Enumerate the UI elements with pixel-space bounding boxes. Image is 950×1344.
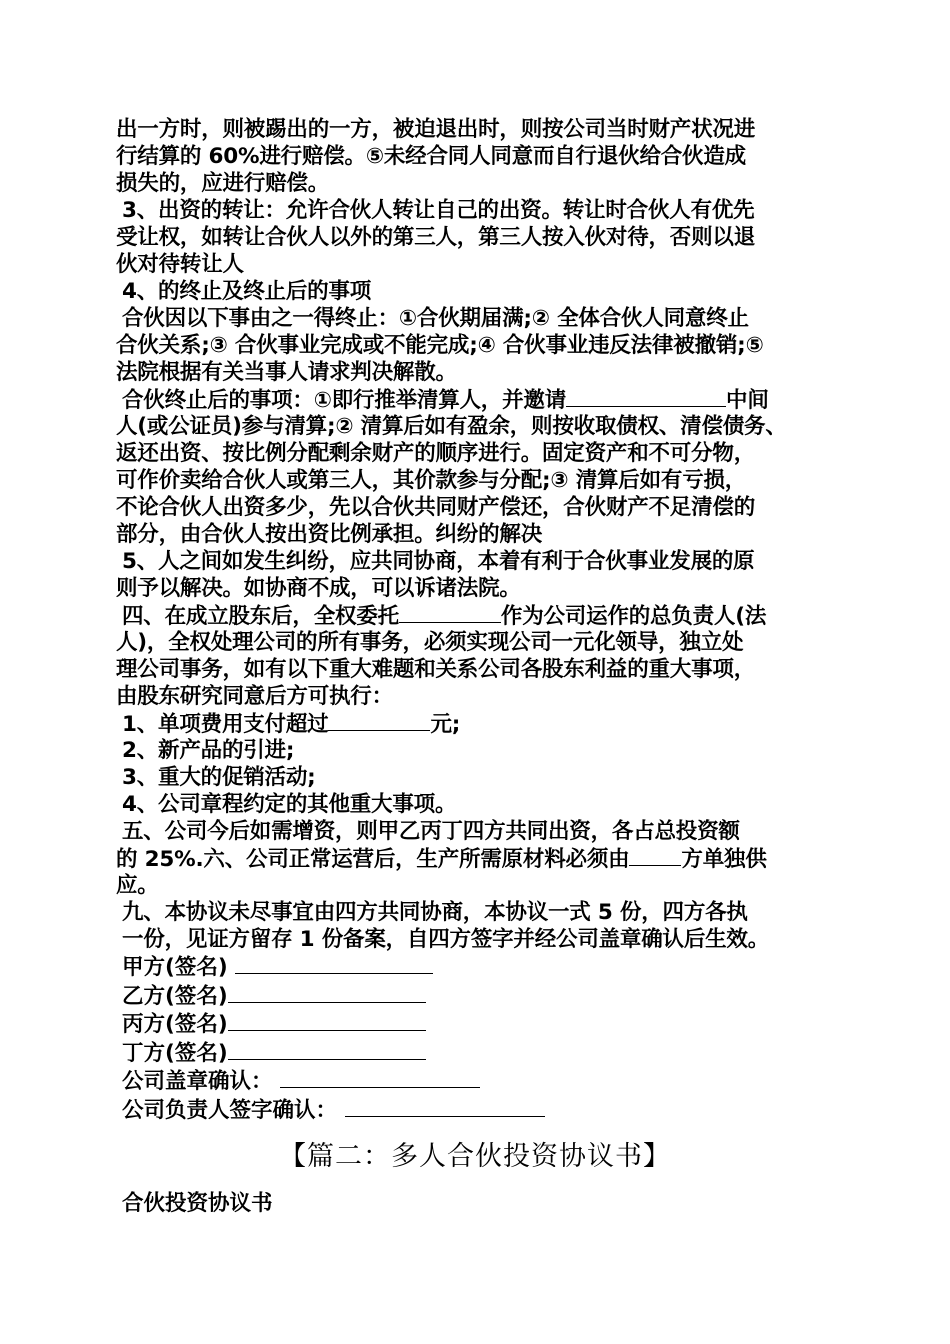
- text-line: 5、人之间如发生纠纷，应共同协商，本着有利于合伙事业发展的原: [122, 549, 755, 574]
- text-line: [116, 845, 846, 872]
- text-line: [116, 710, 846, 737]
- text-line: 由股东研究同意后方可执行：: [116, 684, 393, 709]
- text-line: 返还出资、按比例分配剩余财产的顺序进行。固定资产和不可分物，: [116, 441, 756, 466]
- signature-label: 公司盖章确认：: [122, 1069, 273, 1094]
- signature-label: 乙方(签名): [122, 983, 228, 1009]
- text-line: 应。: [116, 873, 159, 898]
- text-line: 法院根据有关当事人请求判决解散。: [116, 360, 457, 385]
- text-line: 受让权，如转让合伙人以外的第三人，第三人按入伙对待，否则以退: [116, 225, 756, 250]
- text-line: 行结算的 60%进行赔偿。⑤未经合同人同意而自行退伙给合伙造成: [116, 144, 746, 169]
- blank-field: [328, 710, 430, 731]
- sub-title: 合伙投资协议书: [122, 1191, 273, 1216]
- text-segment: 作为公司运作的总负责人(法: [500, 604, 767, 629]
- signature-blank: [228, 1039, 426, 1060]
- text-line: 4、公司章程约定的其他重大事项。: [122, 792, 457, 817]
- blank-field: [629, 845, 681, 866]
- text-segment: 1、单项费用支付超过: [122, 712, 329, 737]
- text-segment: 方单独供: [681, 847, 767, 872]
- signature-blank: [345, 1096, 545, 1117]
- text-line: 则予以解决。如协商不成，可以诉诸法院。: [116, 576, 521, 601]
- text-line: [116, 386, 846, 413]
- text-line: 4、的终止及终止后的事项: [122, 279, 372, 304]
- text-line: 部分，由合伙人按出资比例承担。纠纷的解决: [116, 522, 543, 547]
- section-title: 【篇二：多人合伙投资协议书】: [279, 1141, 671, 1172]
- text-line: 五、公司今后如需增资，则甲乙丙丁四方共同出资，各占总投资额: [122, 819, 740, 844]
- signature-blank: [228, 1010, 426, 1031]
- signature-party-d: [116, 1039, 846, 1068]
- text-line: 理公司事务，如有以下重大难题和关系公司各股东利益的重大事项，: [116, 657, 756, 682]
- signature-label: 公司负责人签字确认：: [122, 1097, 338, 1123]
- text-line: 损失的，应进行赔偿。: [116, 171, 330, 196]
- text-segment: 合伙终止后的事项：①即行推举清算人，并邀请: [122, 388, 567, 413]
- text-line: 合伙关系;③ 合伙事业完成或不能完成;④ 合伙事业违反法律被撤销;⑤: [116, 333, 764, 358]
- signature-label: 丁方(签名): [122, 1040, 228, 1066]
- blank-field: [566, 386, 726, 407]
- text-line: 3、出资的转让：允许合伙人转让自己的出资。转让时合伙人有优先: [122, 198, 755, 223]
- signature-blank: [280, 1067, 480, 1088]
- text-line: [116, 602, 846, 629]
- text-line: 2、新产品的引进;: [122, 738, 295, 763]
- text-segment: 的 25%.六、公司正常运营后，生产所需原材料必须由: [116, 847, 630, 872]
- signature-blank: [228, 982, 426, 1003]
- text-line: 出一方时，则被踢出的一方，被迫退出时，则按公司当时财产状况进: [116, 117, 756, 142]
- signature-label: 甲方(签名): [122, 955, 228, 980]
- signature-blank: [235, 953, 433, 974]
- text-line: 人(或公证员)参与清算;② 清算后如有盈余，则按收取债权、清偿债务、: [116, 414, 787, 439]
- text-line: 3、重大的促销活动;: [122, 765, 316, 790]
- signature-party-b: [116, 982, 846, 1011]
- text-segment: 中间: [726, 388, 769, 413]
- signature-label: 丙方(签名): [122, 1012, 228, 1037]
- signature-party-a: [116, 953, 846, 982]
- text-line: 可作价卖给合伙人或第三人，其价款参与分配;③ 清算后如有亏损，: [116, 468, 747, 493]
- text-segment: 元;: [430, 712, 461, 737]
- text-line: 一份，见证方留存 1 份备案，自四方签字并经公司盖章确认后生效。: [122, 927, 770, 952]
- text-line: 不论合伙人出资多少，先以合伙共同财产偿还，合伙财产不足清偿的: [116, 495, 756, 520]
- company-seal-confirmation: [116, 1067, 846, 1096]
- document-body: [116, 116, 846, 1124]
- text-line: 九、本协议未尽事宜由四方共同协商，本协议一式 5 份，四方各执: [122, 900, 748, 925]
- blank-field: [399, 602, 501, 623]
- text-line: 合伙因以下事由之一得终止：①合伙期届满;② 全体合伙人同意终止: [122, 306, 749, 331]
- text-line: 伙对待转让人: [116, 252, 244, 277]
- company-head-signature: [116, 1096, 846, 1125]
- signature-party-c: [116, 1010, 846, 1039]
- text-line: 人)，全权处理公司的所有事务，必须实现公司一元化领导，独立处: [116, 630, 744, 655]
- text-segment: 四、在成立股东后，全权委托: [122, 604, 399, 629]
